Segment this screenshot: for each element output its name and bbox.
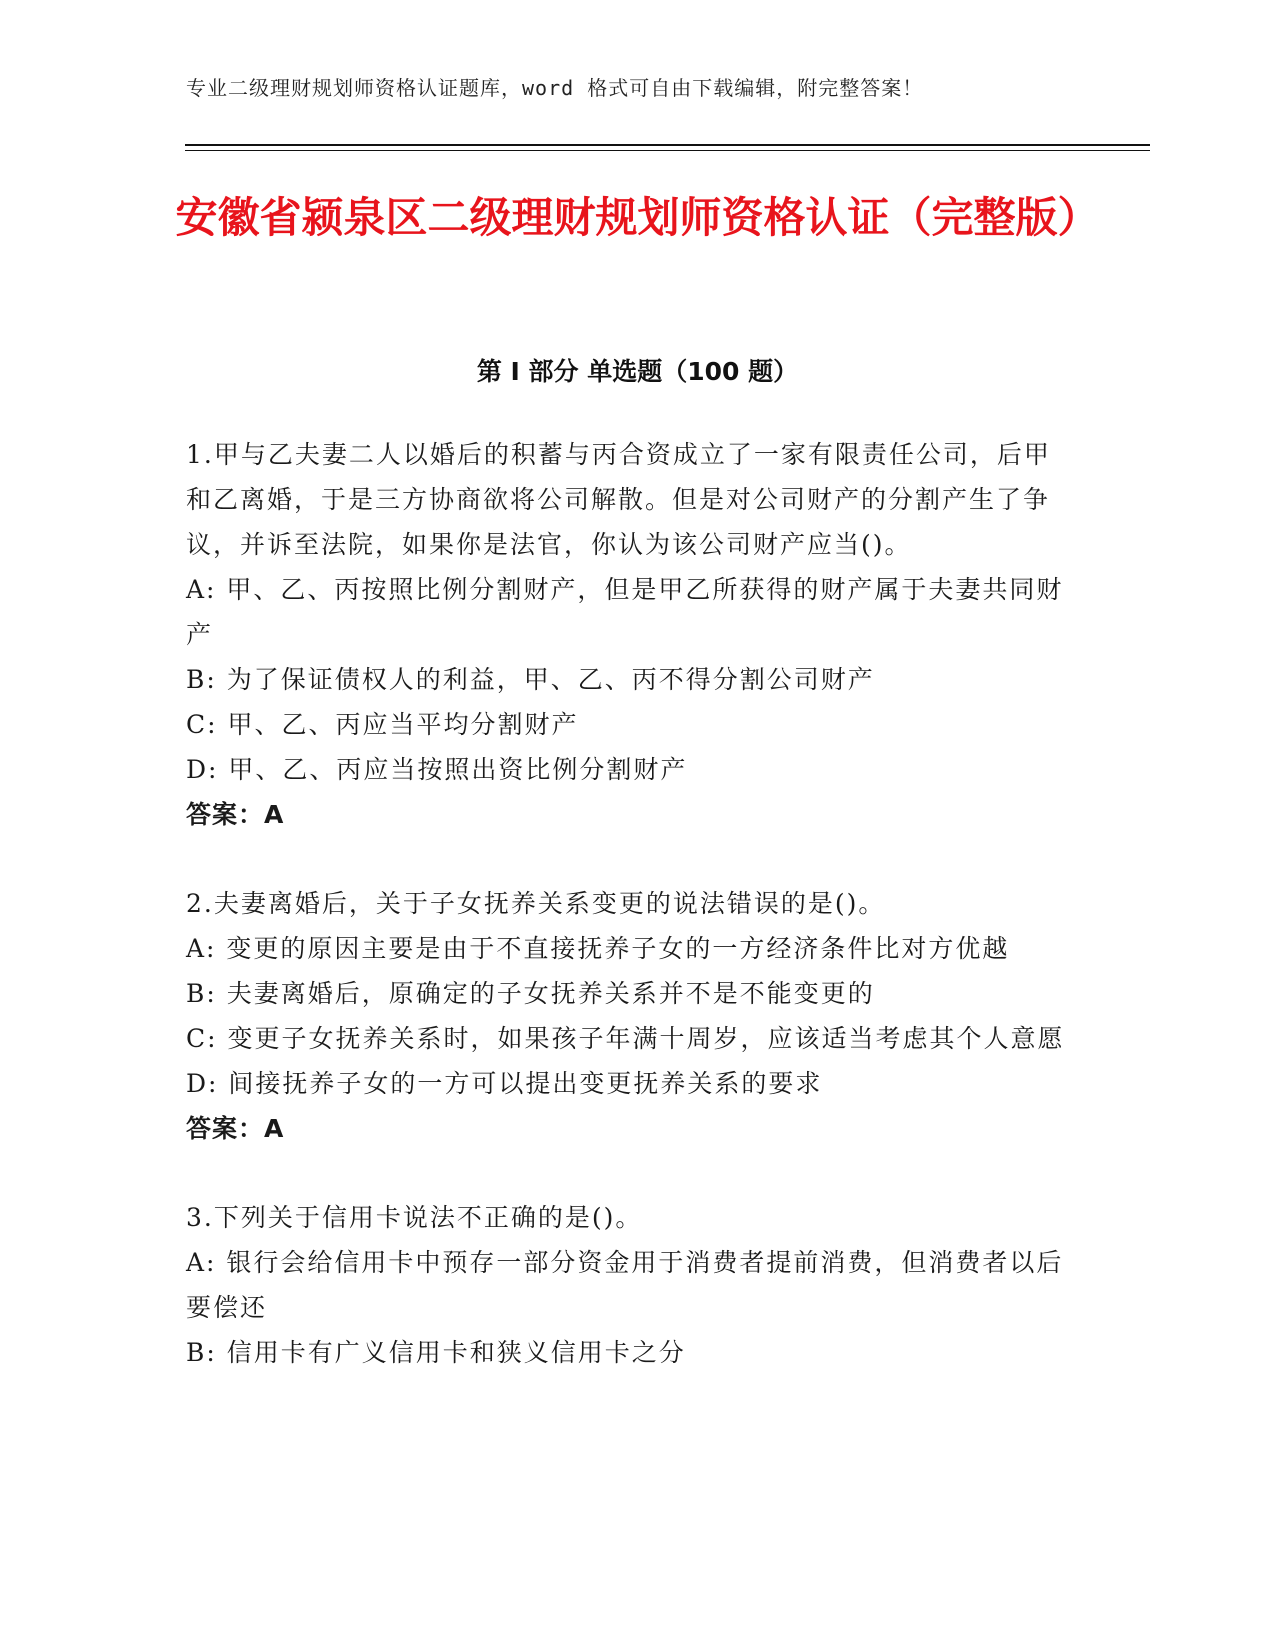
question-item — [186, 881, 1066, 1151]
question-option: C: 甲、乙、丙应当平均分割财产 — [186, 710, 579, 739]
question-option: B: 夫妻离婚后，原确定的子女抚养关系并不是不能变更的 — [186, 979, 875, 1008]
header-rule-thin — [185, 150, 1150, 151]
question-stem: 3.下列关于信用卡说法不正确的是()。 — [186, 1203, 643, 1232]
document-title: 安徽省颍泉区二级理财规划师资格认证（完整版） — [175, 193, 1100, 242]
question-stem: 1.甲与乙夫妻二人以婚后的积蓄与丙合资成立了一家有限责任公司，后甲和乙离婚，于是三方协商欲将公司解散。但是对公司财产的分割产生了争议，并诉至法院，如果你是法官，你认为该公司财产应当()。 — [186, 440, 1051, 559]
question-option: D: 间接抚养子女的一方可以提出变更抚养关系的要求 — [186, 1069, 823, 1098]
question-item — [186, 432, 1066, 837]
question-option: D: 甲、乙、丙应当按照出资比例分割财产 — [186, 755, 688, 784]
question-option: A: 银行会给信用卡中预存一部分资金用于消费者提前消费，但消费者以后要偿还 — [186, 1248, 1064, 1322]
question-option: A: 变更的原因主要是由于不直接抚养子女的一方经济条件比对方优越 — [186, 934, 1010, 963]
question-option: A: 甲、乙、丙按照比例分割财产，但是甲乙所获得的财产属于夫妻共同财产 — [186, 575, 1064, 649]
question-option: C: 变更子女抚养关系时，如果孩子年满十周岁，应该适当考虑其个人意愿 — [186, 1024, 1065, 1053]
question-option: B: 为了保证债权人的利益，甲、乙、丙不得分割公司财产 — [186, 665, 875, 694]
section-title: 第 I 部分 单选题（100 题） — [476, 357, 799, 386]
question-answer: 答案：A — [186, 1114, 285, 1143]
question-item — [186, 1195, 1066, 1375]
question-option: B: 信用卡有广义信用卡和狭义信用卡之分 — [186, 1338, 686, 1367]
question-answer: 答案：A — [186, 800, 285, 829]
question-stem: 2.夫妻离婚后，关于子女抚养关系变更的说法错误的是()。 — [186, 889, 886, 918]
header-note: 专业二级理财规划师资格认证题库，word 格式可自由下载编辑，附完整答案！ — [186, 76, 924, 100]
question-list — [186, 432, 1066, 1419]
header-rule-thick — [185, 144, 1150, 146]
